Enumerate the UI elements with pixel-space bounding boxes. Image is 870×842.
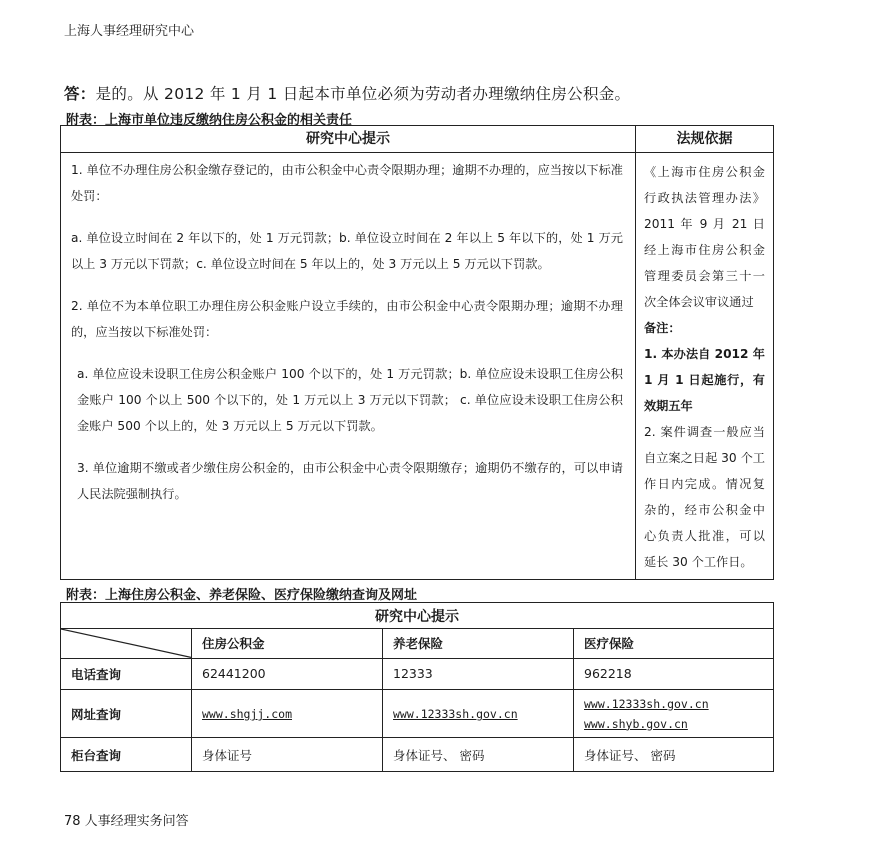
tip-paragraph-1: 1. 单位不办理住房公积金缴存登记的，由市公积金中心责令限期办理；逾期不办理的，应当按以下标准处罚：	[71, 163, 623, 203]
col-header-housing-fund: 住房公积金	[192, 629, 383, 658]
running-header: 上海人事经理研究中心	[64, 24, 195, 39]
appendix1-caption: 附表：上海市单位违反缴纳住房公积金的相关责任	[66, 113, 353, 128]
tips-cell	[61, 153, 636, 580]
liability-table-header-row	[61, 126, 774, 153]
basis-cell	[636, 153, 774, 580]
query-table-title: 研究中心提示	[61, 603, 774, 629]
counter-housing-fund: 身体证号	[192, 738, 383, 772]
counter-medical: 身体证号、 密码	[574, 738, 774, 772]
table-row	[61, 690, 774, 738]
col-header-pension: 养老保险	[383, 629, 574, 658]
table-row	[61, 658, 774, 689]
website-pension[interactable]: www.12333sh.gov.cn	[393, 707, 518, 722]
basis-intro: 《上海市住房公积金行政执法管理办法》2011 年 9 月 21 日经上海市住房公积金管理委员会第三十一次全体会议审议通过	[644, 165, 765, 309]
website-medical-1[interactable]: www.12333sh.gov.cn	[584, 696, 709, 711]
website-medical-2[interactable]: www.shyb.gov.cn	[584, 716, 688, 731]
note-item-2: 2. 案件调查一般应当自立案之日起 30 个工作日内完成。情况复杂的，经市公积金中心负责人批准，可以延长 30 个工作日。	[644, 425, 765, 569]
diagonal-line	[61, 629, 191, 657]
row-label-counter: 柜台查询	[61, 738, 192, 772]
row-label-phone: 电话查询	[61, 658, 192, 689]
tip-paragraph-3: 2. 单位不为本单位职工办理住房公积金账户设立手续的，由市公积金中心责令限期办理；逾期不办理的，应当按以下标准处罚：	[71, 299, 623, 339]
website-housing-fund[interactable]: www.shgjj.com	[202, 707, 293, 722]
answer-label: 答：	[64, 85, 96, 103]
row-label-website: 网址查询	[61, 690, 192, 738]
page-footer: 78 人事经理实务问答	[64, 814, 189, 829]
phone-pension: 12333	[383, 658, 574, 689]
answer-text: 是的。从 2012 年 1 月 1 日起本市单位必须为劳动者办理缴纳住房公积金。	[95, 85, 631, 103]
liability-table	[60, 125, 774, 580]
col-header-tips: 研究中心提示	[61, 126, 636, 153]
appendix2-caption: 附表：上海住房公积金、养老保险、医疗保险缴纳查询及网址	[66, 588, 418, 603]
note-item-1: 1. 本办法自 2012 年 1 月 1 日起施行，有效期五年	[644, 347, 765, 413]
note-label: 备注：	[644, 321, 681, 335]
tip-paragraph-4: a. 单位应设未设职工住房公积金账户 100 个以下的，处 1 万元罚款；b. 单位应设未设职工住房公积金账户 100 个以上 500 个以下的，处 1 万元以上 3 万元以下罚款； c. 单位应设未设职工住房公积金账户 500 个以上的，处 3 万元以上 5 万元以下罚款。	[77, 367, 623, 433]
tip-paragraph-2: a. 单位设立时间在 2 年以下的，处 1 万元罚款；b. 单位设立时间在 2 年以上 5 年以下的，处 1 万元以上 3 万元以下罚款；c. 单位设立时间在 5 年以上的，处 3 万元以上 5 万元以下罚款。	[71, 231, 623, 271]
counter-pension: 身体证号、 密码	[383, 738, 574, 772]
query-table	[60, 602, 774, 772]
diagonal-corner-cell	[61, 629, 192, 658]
col-header-medical: 医疗保险	[574, 629, 774, 658]
col-header-basis: 法规依据	[636, 126, 774, 153]
phone-housing-fund: 62441200	[192, 658, 383, 689]
phone-medical: 962218	[574, 658, 774, 689]
liability-table-body-row	[61, 153, 774, 580]
tip-paragraph-5: 3. 单位逾期不缴或者少缴住房公积金的，由市公积金中心责令限期缴存；逾期仍不缴存的，可以申请人民法院强制执行。	[77, 461, 623, 501]
table-row	[61, 738, 774, 772]
answer-paragraph	[64, 82, 630, 104]
